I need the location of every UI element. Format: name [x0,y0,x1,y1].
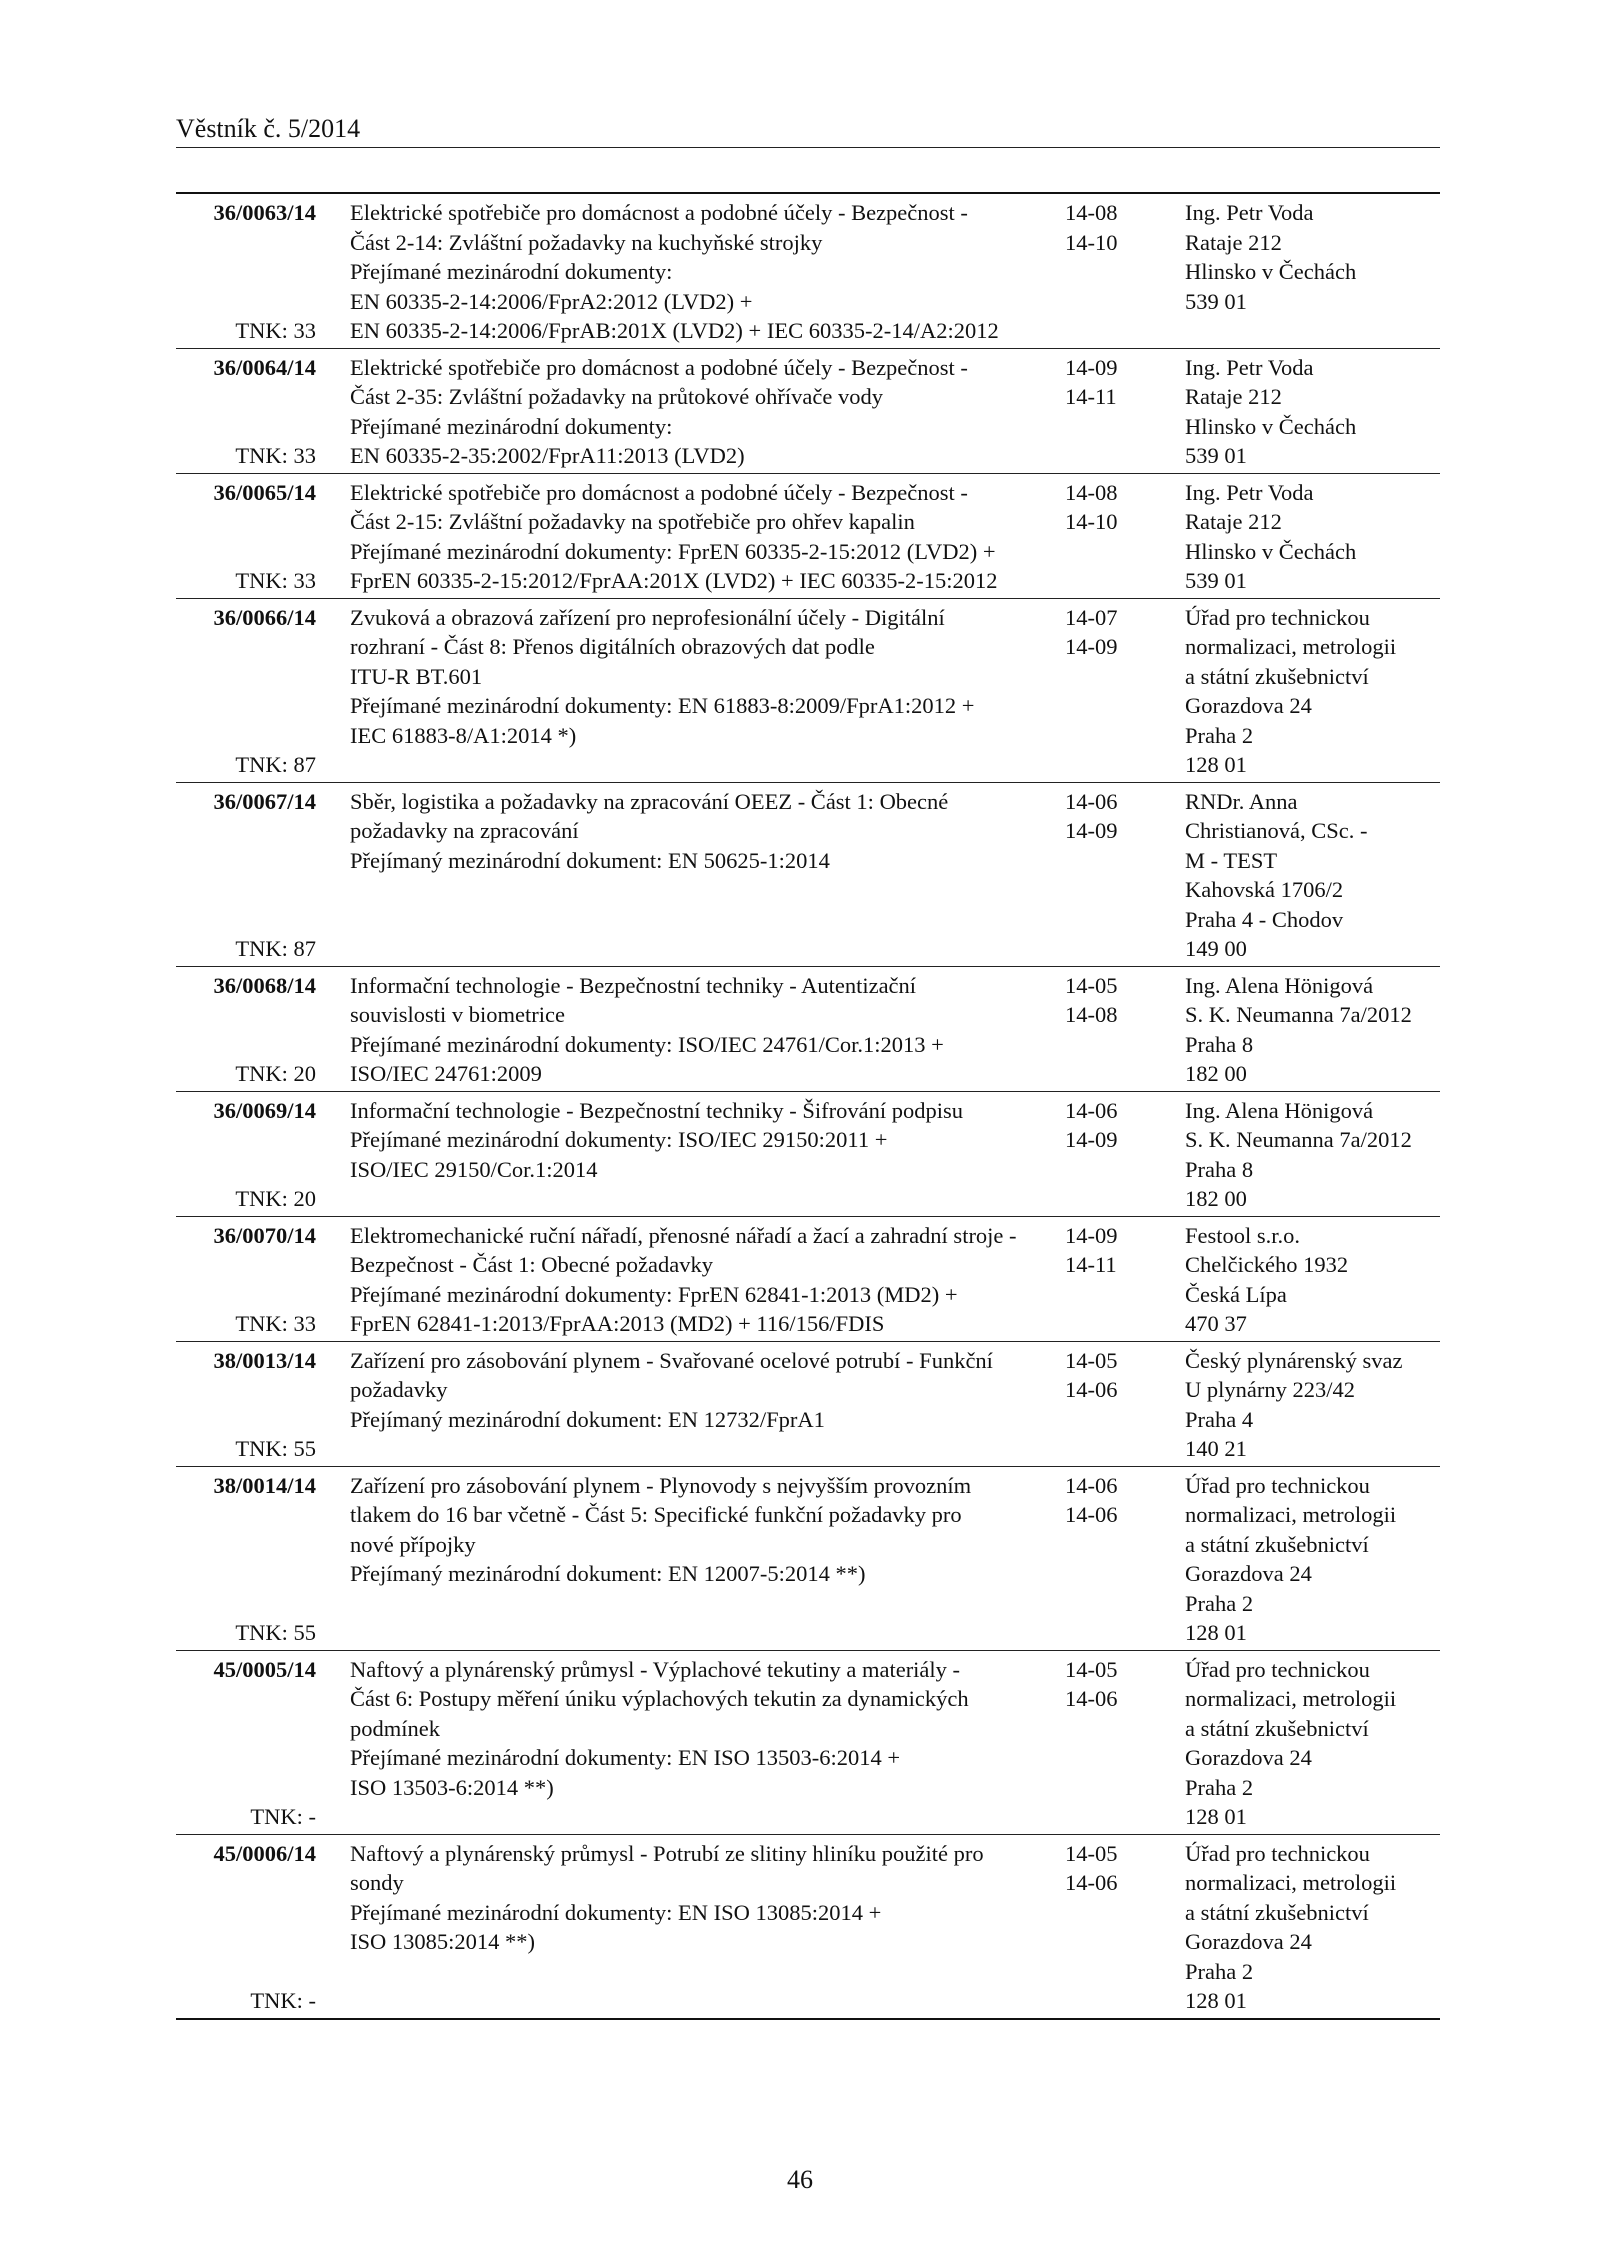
date-value: 14-09 [1065,634,1118,659]
dates-cell [1065,353,1185,471]
title-line: Přejímané mezinárodní dokumenty: [350,413,673,439]
title-line: Přejímané mezinárodní dokumenty: EN 61883-8:2009/FprA1:2012 + [350,693,975,718]
date-value: 14-08 [1065,1002,1118,1027]
table-row [176,782,1440,966]
standards-table [176,192,1440,2020]
table-row [176,473,1440,598]
contact-line: Hlinsko v Čechách [1185,259,1357,284]
contact-line: RNDr. Anna [1185,788,1298,814]
contact-line: Praha 2 [1185,1774,1254,1800]
title-line: Přejímané mezinárodní dokumenty: FprEN 62841-1:2013 (MD2) + [350,1281,958,1307]
date-value: 14-05 [1065,1347,1118,1373]
date-value: 14-11 [1065,384,1117,409]
date-value: 14-06 [1065,1870,1118,1895]
title-line: EN 60335-2-35:2002/FprA11:2013 (LVD2) [350,443,745,468]
date-value: 14-09 [1065,354,1118,380]
contact-line: S. K. Neumanna 7a/2012 [1185,1127,1412,1152]
contact-line: Praha 4 - Chodov [1185,906,1344,932]
dates-cell [1065,198,1185,346]
table-row [176,348,1440,473]
title-line: Zařízení pro zásobování plynem - Plynovody s nejvyšším provozním [350,1472,972,1498]
title-line: ISO/IEC 29150/Cor.1:2014 [350,1156,598,1182]
title-line: Přejímaný mezinárodní dokument: EN 12732/FprA1 [350,1406,825,1432]
table-row [176,1341,1440,1466]
table-row [176,1834,1440,2018]
contact-line: 128 01 [1185,1988,1247,2013]
contact-line: Praha 2 [1185,1590,1254,1616]
dates-cell [1065,603,1185,780]
contact-line: Rataje 212 [1185,509,1282,534]
record-id-cell [176,971,316,1089]
contact-line: normalizaci, metrologii [1185,1870,1397,1895]
record-number: 38/0014/14 [213,1472,316,1498]
record-id-cell [176,1221,316,1339]
page-header [176,113,1440,148]
date-value: 14-09 [1065,818,1118,843]
tnk-label: TNK: 33 [235,1311,316,1336]
contact-line: Rataje 212 [1185,384,1282,409]
contact-line: Ing. Alena Hönigová [1185,972,1374,998]
date-value: 14-05 [1065,1656,1118,1682]
table-row [176,194,1440,348]
contact-line: Ing. Petr Voda [1185,479,1314,505]
dates-cell [1065,478,1185,596]
standard-title-cell [350,198,1065,346]
contact-line: Praha 8 [1185,1031,1254,1057]
date-value: 14-09 [1065,1127,1118,1152]
date-value: 14-08 [1065,479,1118,505]
record-number: 36/0069/14 [213,1097,316,1123]
title-line: sondy [350,1870,404,1895]
contact-line: Christianová, CSc. - [1185,818,1368,843]
dates-cell [1065,1839,1185,2016]
contact-line: Praha 2 [1185,1958,1254,1984]
record-id-cell [176,1839,316,2016]
title-line: Elektrické spotřebiče pro domácnost a podobné účely - Bezpečnost - [350,479,968,505]
title-line: Elektromechanické ruční nářadí, přenosné nářadí a žací a zahradní stroje - [350,1222,1017,1248]
title-line: Přejímaný mezinárodní dokument: EN 50625-1:2014 [350,847,830,873]
contact-cell [1185,971,1440,1089]
dates-cell [1065,971,1185,1089]
record-number: 36/0068/14 [213,972,316,998]
contact-line: S. K. Neumanna 7a/2012 [1185,1002,1412,1027]
date-value: 14-06 [1065,1377,1118,1402]
date-value: 14-06 [1065,788,1118,814]
contact-line: Úřad pro technickou [1185,1656,1370,1682]
title-line: souvislosti v biometrice [350,1002,565,1027]
contact-line: Rataje 212 [1185,229,1282,255]
contact-line: Úřad pro technickou [1185,1472,1370,1498]
contact-line: Ing. Petr Voda [1185,200,1314,225]
contact-line: Gorazdova 24 [1185,1561,1312,1586]
contact-line: 140 21 [1185,1436,1247,1461]
contact-line: 539 01 [1185,288,1247,314]
standard-title-cell [350,478,1065,596]
table-row [176,598,1440,782]
title-line: podmínek [350,1715,440,1741]
date-value: 14-05 [1065,972,1118,998]
title-line: Informační technologie - Bezpečnostní techniky - Autentizační [350,972,917,998]
table-row [176,1650,1440,1834]
contact-line: 539 01 [1185,443,1247,468]
title-line: Přejímané mezinárodní dokumenty: ISO/IEC 29150:2011 + [350,1127,888,1152]
title-line: IEC 61883-8/A1:2014 *) [350,722,577,748]
tnk-label: TNK: 33 [235,568,316,593]
title-line: ISO 13085:2014 **) [350,1929,535,1954]
contact-line: a státní zkušebnictví [1185,1715,1369,1741]
contact-line: Gorazdova 24 [1185,1929,1312,1954]
contact-line: normalizaci, metrologii [1185,634,1397,659]
contact-line: 128 01 [1185,1804,1247,1829]
standard-title-cell [350,1471,1065,1648]
contact-cell [1185,1221,1440,1339]
record-id-cell [176,478,316,596]
tnk-label: TNK: - [250,1988,316,2013]
tnk-label: TNK: 87 [235,936,316,961]
contact-line: 182 00 [1185,1061,1247,1086]
contact-line: 149 00 [1185,936,1247,961]
contact-line: 128 01 [1185,752,1247,777]
title-line: Přejímaný mezinárodní dokument: EN 12007-5:2014 **) [350,1561,866,1586]
contact-line: Česká Lípa [1185,1281,1287,1307]
contact-line: 539 01 [1185,568,1247,593]
tnk-label: TNK: 55 [235,1436,316,1461]
dates-cell [1065,1096,1185,1214]
standard-title-cell [350,971,1065,1089]
title-line: Přejímané mezinárodní dokumenty: EN ISO 13085:2014 + [350,1899,882,1925]
tnk-label: TNK: 33 [235,443,316,468]
title-line: Přejímané mezinárodní dokumenty: FprEN 60335-2-15:2012 (LVD2) + [350,538,996,564]
title-line: Informační technologie - Bezpečnostní techniky - Šifrování podpisu [350,1097,963,1123]
contact-line: a státní zkušebnictví [1185,1899,1369,1925]
contact-cell [1185,1655,1440,1832]
contact-line: Festool s.r.o. [1185,1222,1301,1248]
record-number: 36/0066/14 [213,604,316,630]
contact-cell [1185,198,1440,346]
record-id-cell [176,1346,316,1464]
title-line: Přejímané mezinárodní dokumenty: ISO/IEC 24761/Cor.1:2013 + [350,1031,944,1057]
contact-line: Úřad pro technickou [1185,1840,1370,1866]
title-line: Zvuková a obrazová zařízení pro neprofesionální účely - Digitální [350,604,945,630]
contact-line: Hlinsko v Čechách [1185,538,1357,564]
title-line: nové přípojky [350,1531,476,1557]
standard-title-cell [350,1839,1065,2016]
contact-line: Český plynárenský svaz [1185,1347,1403,1373]
record-id-cell [176,1655,316,1832]
standard-title-cell [350,353,1065,471]
title-line: Naftový a plynárenský průmysl - Výplachové tekutiny a materiály - [350,1656,961,1682]
record-number: 36/0063/14 [213,200,316,225]
table-row [176,1216,1440,1341]
table-row [176,1466,1440,1650]
title-line: Elektrické spotřebiče pro domácnost a podobné účely - Bezpečnost - [350,200,968,225]
title-line: EN 60335-2-14:2006/FprA2:2012 (LVD2) + [350,288,753,314]
record-number: 36/0067/14 [213,788,316,814]
record-id-cell [176,198,316,346]
title-line: FprEN 60335-2-15:2012/FprAA:201X (LVD2) + IEC 60335-2-15:2012 [350,568,998,593]
contact-line: Kahovská 1706/2 [1185,877,1344,902]
title-line: Bezpečnost - Část 1: Obecné požadavky [350,1252,713,1277]
contact-cell [1185,787,1440,964]
contact-cell [1185,1471,1440,1648]
date-value: 14-06 [1065,1097,1118,1123]
contact-line: Hlinsko v Čechách [1185,413,1357,439]
contact-line: Gorazdova 24 [1185,693,1312,718]
contact-line: normalizaci, metrologii [1185,1502,1397,1527]
date-value: 14-06 [1065,1502,1118,1527]
title-line: tlakem do 16 bar včetně - Část 5: Specifické funkční požadavky pro [350,1502,962,1527]
date-value: 14-11 [1065,1252,1117,1277]
title-line: Přejímané mezinárodní dokumenty: EN ISO 13503-6:2014 + [350,1745,901,1770]
contact-cell [1185,478,1440,596]
date-value: 14-08 [1065,200,1118,225]
title-line: FprEN 62841-1:2013/FprAA:2013 (MD2) + 116/156/FDIS [350,1311,885,1336]
title-line: Část 2-35: Zvláštní požadavky na průtokové ohřívače vody [350,384,883,409]
contact-line: normalizaci, metrologii [1185,1686,1397,1711]
contact-cell [1185,1096,1440,1214]
standard-title-cell [350,603,1065,780]
title-line: požadavky na zpracování [350,818,579,843]
contact-cell [1185,603,1440,780]
contact-line: Chelčického 1932 [1185,1252,1349,1277]
journal-title: Věstník č. 5/2014 [176,114,361,143]
contact-line: 470 37 [1185,1311,1247,1336]
tnk-label: TNK: - [250,1804,316,1829]
contact-line: Praha 2 [1185,722,1254,748]
title-line: Zařízení pro zásobování plynem - Svařované ocelové potrubí - Funkční [350,1347,993,1373]
dates-cell [1065,1655,1185,1832]
tnk-label: TNK: 20 [235,1186,316,1211]
contact-line: Praha 4 [1185,1406,1254,1432]
title-line: Část 2-15: Zvláštní požadavky na spotřebiče pro ohřev kapalin [350,509,915,534]
contact-line: U plynárny 223/42 [1185,1377,1355,1402]
dates-cell [1065,787,1185,964]
title-line: ISO 13503-6:2014 **) [350,1774,554,1800]
title-line: požadavky [350,1377,448,1402]
contact-line: Ing. Alena Hönigová [1185,1097,1374,1123]
title-line: Naftový a plynárenský průmysl - Potrubí ze slitiny hliníku použité pro [350,1840,984,1866]
dates-cell [1065,1221,1185,1339]
title-line: Přejímané mezinárodní dokumenty: [350,259,673,284]
date-value: 14-10 [1065,229,1118,255]
record-id-cell [176,603,316,780]
record-id-cell [176,1471,316,1648]
title-line: ITU-R BT.601 [350,663,483,689]
date-value: 14-10 [1065,509,1118,534]
tnk-label: TNK: 20 [235,1061,316,1086]
contact-line: M - TEST [1185,847,1278,873]
title-line: Část 6: Postupy měření úniku výplachových tekutin za dynamických [350,1686,969,1711]
date-value: 14-06 [1065,1686,1118,1711]
date-value: 14-05 [1065,1840,1118,1866]
contact-cell [1185,353,1440,471]
contact-cell [1185,1346,1440,1464]
date-value: 14-09 [1065,1222,1118,1248]
title-line: Sběr, logistika a požadavky na zpracování OEEZ - Část 1: Obecné [350,788,949,814]
record-number: 45/0005/14 [213,1656,316,1682]
record-id-cell [176,353,316,471]
contact-line: 182 00 [1185,1186,1247,1211]
contact-line: Gorazdova 24 [1185,1745,1312,1770]
contact-line: Praha 8 [1185,1156,1254,1182]
record-number: 36/0070/14 [213,1222,316,1248]
record-number: 36/0065/14 [213,479,316,505]
title-line: EN 60335-2-14:2006/FprAB:201X (LVD2) + IEC 60335-2-14/A2:2012 [350,318,999,343]
record-id-cell [176,1096,316,1214]
standard-title-cell [350,1346,1065,1464]
tnk-label: TNK: 55 [235,1620,316,1645]
standard-title-cell [350,1655,1065,1832]
page-number: 46 [787,2165,813,2194]
contact-line: a státní zkušebnictví [1185,1531,1369,1557]
tnk-label: TNK: 87 [235,752,316,777]
table-row [176,966,1440,1091]
table-row [176,1091,1440,1216]
contact-line: 128 01 [1185,1620,1247,1645]
tnk-label: TNK: 33 [235,318,316,343]
record-id-cell [176,787,316,964]
title-line: Část 2-14: Zvláštní požadavky na kuchyňské strojky [350,229,823,255]
contact-line: Ing. Petr Voda [1185,354,1314,380]
contact-cell [1185,1839,1440,2016]
record-number: 45/0006/14 [213,1840,316,1866]
title-line: Elektrické spotřebiče pro domácnost a podobné účely - Bezpečnost - [350,354,968,380]
dates-cell [1065,1346,1185,1464]
contact-line: a státní zkušebnictví [1185,663,1369,689]
record-number: 36/0064/14 [213,354,316,380]
date-value: 14-07 [1065,604,1118,630]
title-line: ISO/IEC 24761:2009 [350,1061,542,1086]
standard-title-cell [350,1096,1065,1214]
standard-title-cell [350,787,1065,964]
standard-title-cell [350,1221,1065,1339]
record-number: 38/0013/14 [213,1347,316,1373]
date-value: 14-06 [1065,1472,1118,1498]
contact-line: Úřad pro technickou [1185,604,1370,630]
title-line: rozhraní - Část 8: Přenos digitálních obrazových dat podle [350,634,875,659]
dates-cell [1065,1471,1185,1648]
